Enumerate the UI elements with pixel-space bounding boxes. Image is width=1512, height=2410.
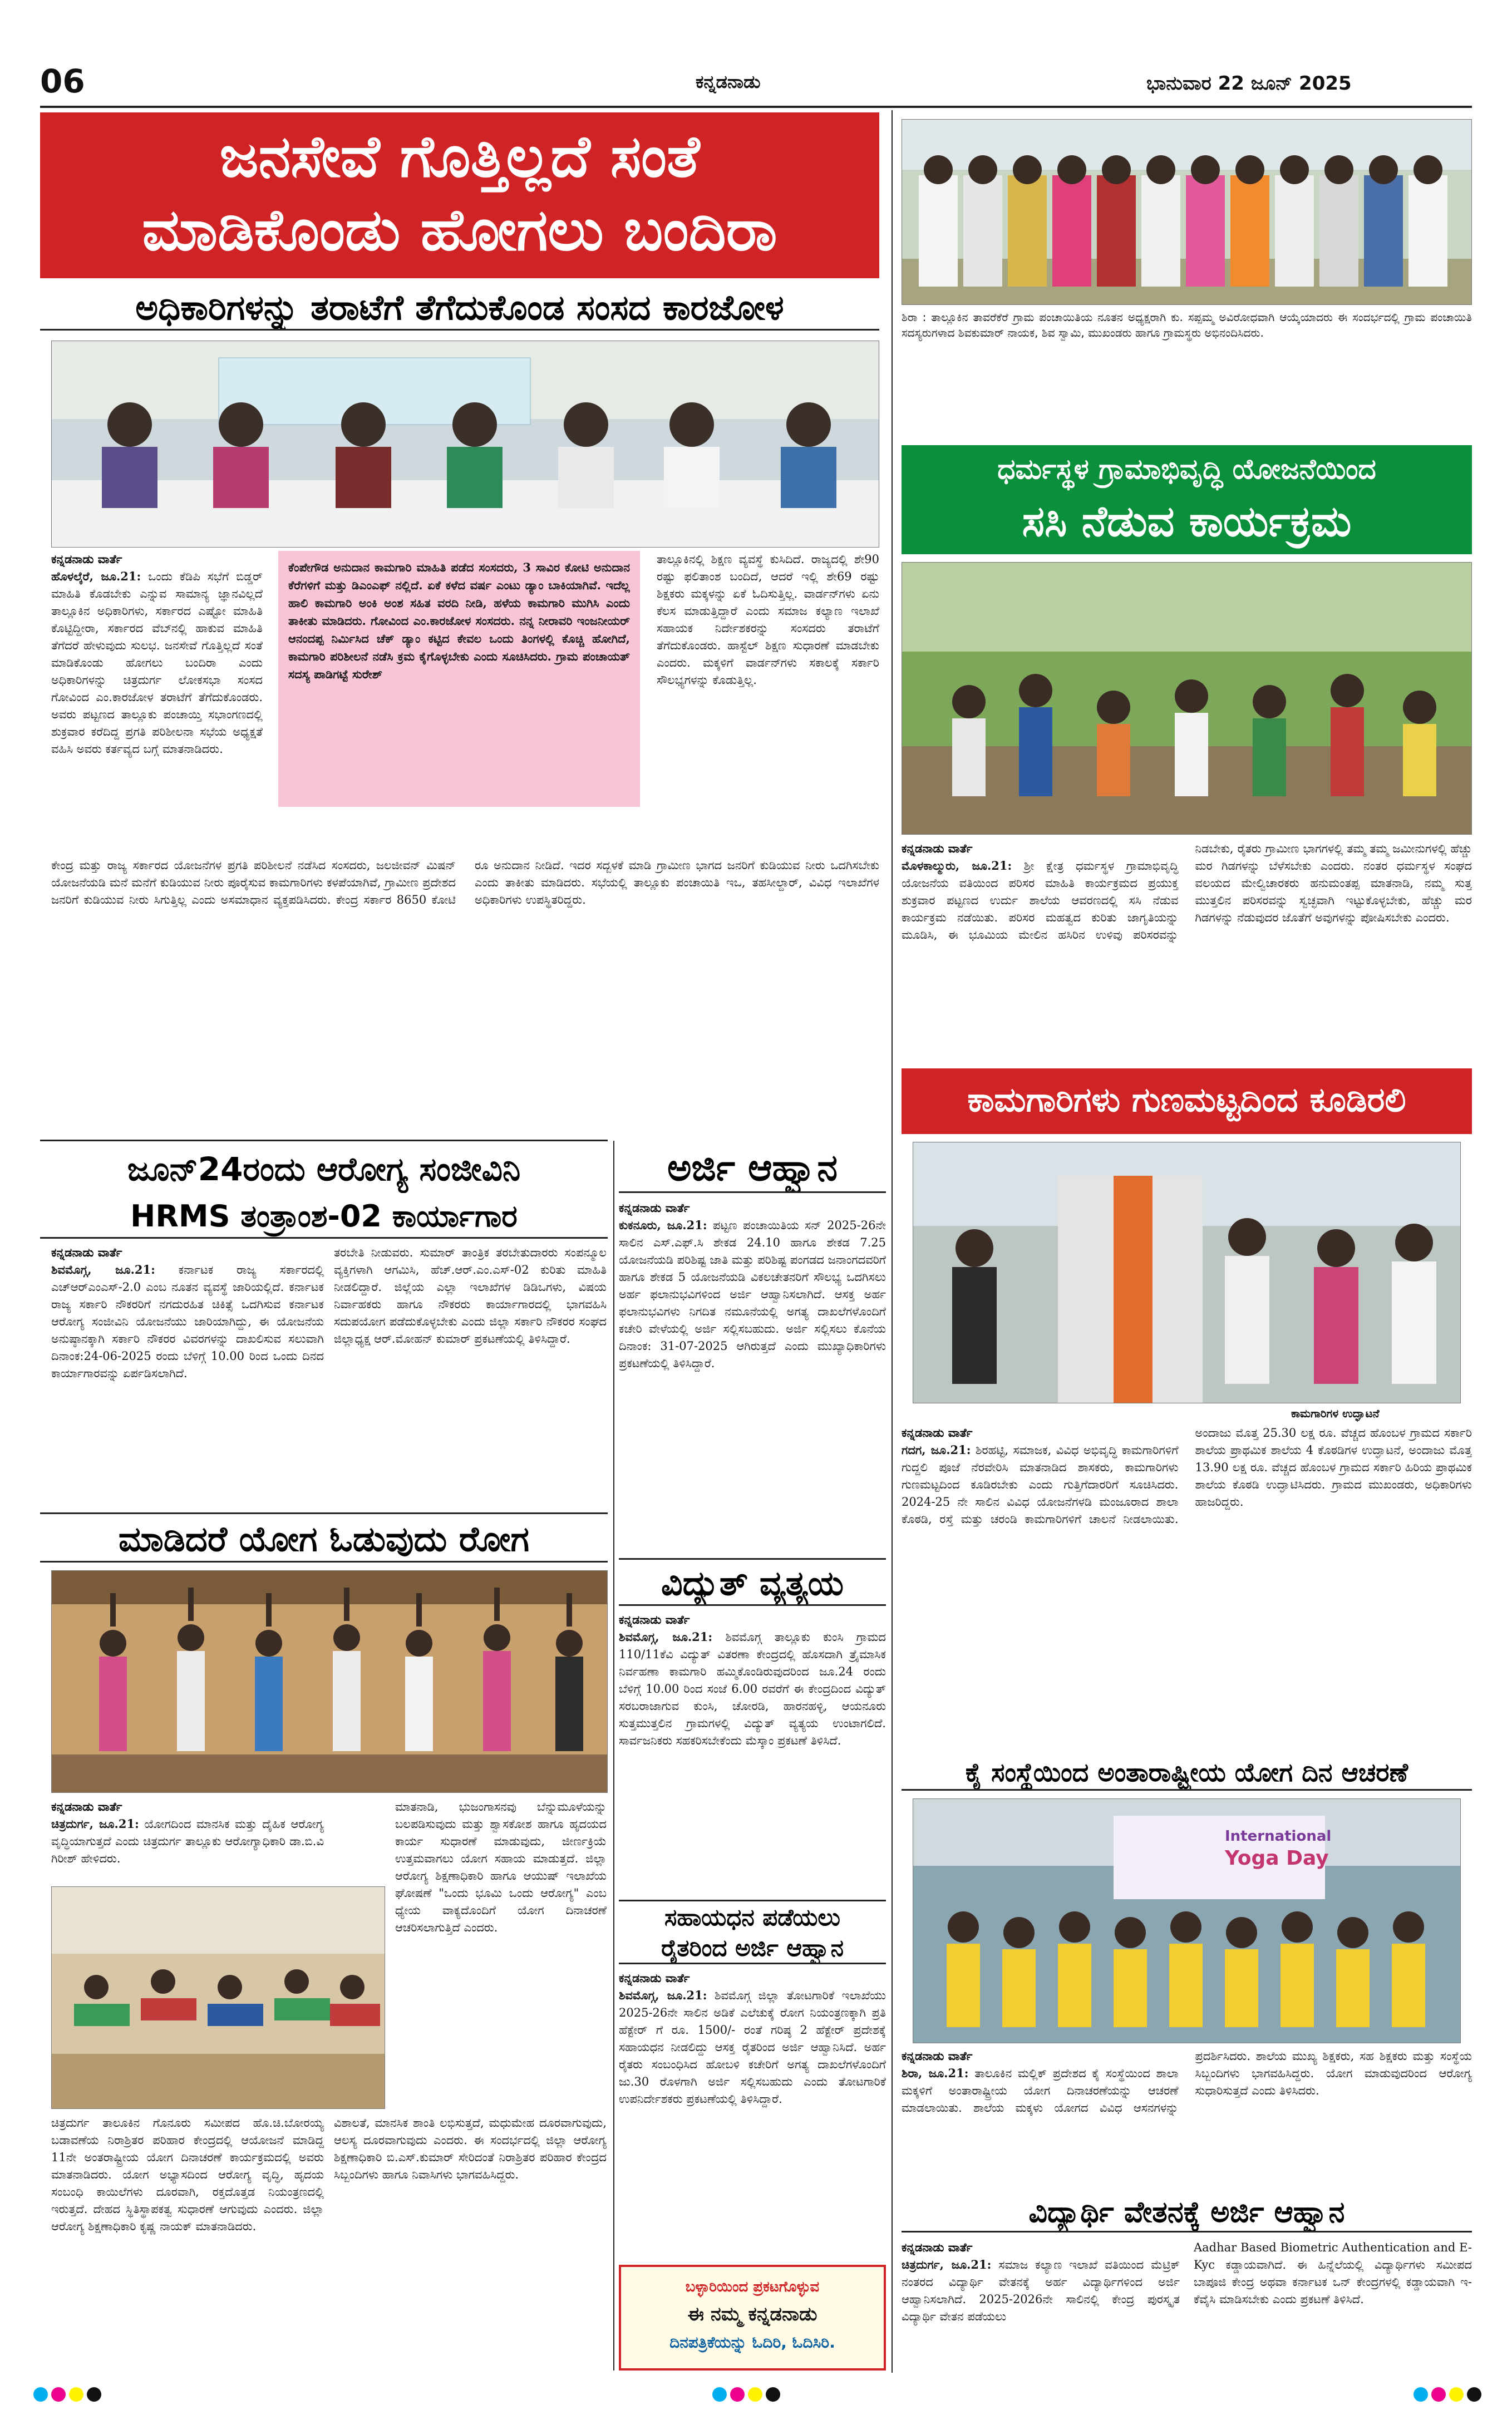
- sahayadhana-body: [619, 1970, 886, 2259]
- kamagari-dateline: ಗದಗ, ಜೂ.21:: [902, 1443, 971, 1457]
- arogya-col1-text: ಕರ್ನಾಟಕ ರಾಜ್ಯ ಸರ್ಕಾರದಲ್ಲಿ ಎಚ್‍ಆರ್‍ಎಂಎಸ್-2.0 ಎಂಬ ನೂತನ ವ್ಯವಸ್ಥೆ ಜಾರಿಯಲ್ಲಿದೆ. ಕರ್ನಾಟಕ ರಾಜ್ಯ ಸರ್ಕಾರಿ ನೌಕರರಿಗೆ ನಗದುರಹಿತ ಚಿಕಿತ್ಸೆ ಒದಗಿಸುವ ಕರ್ನಾಟಕ ಆರೋಗ್ಯ ಸಂಜೀವಿನಿ ಯೋಜನೆಯು ಜಾರಿಯಾಗಿದ್ದು, ಈ ಯೋಜನೆಯ ಅನುಷ್ಠಾನಕ್ಕಾಗಿ ಸರ್ಕಾರಿ ನೌಕರರ ವಿವರಗಳನ್ನು ದಾಖಲಿಸುವ ಸಲುವಾಗಿ ದಿನಾಂಕ:24-06-2025 ರಂದು ಬೆಳಿಗ್ಗೆ 10.00 ರಿಂದ ಒಂದು ದಿನದ ಕಾರ್ಯಾಗಾರವನ್ನು ಏರ್ಪಡಿಸಲಾಗಿದೆ.: [51, 1263, 324, 1380]
- scholarship-body-text: ಸಮಾಜ ಕಲ್ಯಾಣ ಇಲಾಖೆ ವತಿಯಿಂದ ಮೆಟ್ರಿಕ್ ನಂತರದ ವಿದ್ಯಾರ್ಥಿ ವೇತನಕ್ಕೆ ಅರ್ಹ ವಿದ್ಯಾರ್ಥಿಗಳಿಂದ ಅರ್ಜಿ ಆಹ್ವಾನಿಸಲಾಗಿದೆ. 2025-2026ನೇ ಸಾಲಿನಲ್ಲಿ ಕೇಂದ್ರ ಪುರಸ್ಕೃತ ವಿದ್ಯಾರ್ಥಿ ವೇತನ ಪಡೆಯಲು: [902, 2258, 1180, 2323]
- promo-box: [619, 2265, 886, 2370]
- lead-pink-text: ಕೆಂಪೇಗೌಡ ಅನುದಾನ ಕಾಮಗಾರಿ ಮಾಹಿತಿ ಪಡೆದ ಸಂಸದರು, 3 ಸಾವಿರ ಕೋಟಿ ಅನುದಾನ ಕೆರೆಗಳಿಗೆ ಮತ್ತು ಡಿಎಂಎಫ್ ನಲ್ಲಿದೆ. ಏಕೆ ಕಳೆದ ವರ್ಷ ಎಂಟು ಡ್ಯಾಂ ಬಾಕಿಯಾಗಿವೆ. ಇದೆಲ್ಲ ಹಾಲಿ ಕಾಮಗಾರಿ ಅಂಕಿ ಅಂಶ ಸಹಿತ ವರದಿ ನೀಡಿ, ಹಳೆಯ ಕಾಮಗಾರಿ ಮುಗಿಸಿ ಎಂದು ತಾಕೀತು ಮಾಡಿದರು. ಗೋವಿಂದ ಎಂ.ಕಾರಜೋಳ ಸಂಸದರು. ನನ್ನ ನೀರಾವರಿ ಇಂಜನೀಯರ್ ಆನಂದಪ್ಪ ನಿರ್ಮಿಸಿದ ಚೆಕ್ ಡ್ಯಾಂ ಕಟ್ಟಿದ ಕೇವಲ ಒಂದು ತಿಂಗಳಲ್ಲಿ ಕೊಚ್ಚಿ ಹೋಗಿದೆ, ಕಾಮಗಾರಿ ಪರಿಶೀಲನೆ ನಡೆಸಿ ಕ್ರಮ ಕೈಗೊಳ್ಳಬೇಕು ಎಂದು ಸೂಚಿಸಿದರು. ಗ್ರಾಮ ಪಂಚಾಯತ್ ಸದಸ್ಯ ಪಾಡಿಗಟ್ಟೆ ಸುರೇಶ್: [288, 560, 630, 681]
- arji-body: [619, 1200, 886, 1556]
- kamagari-headline: ಕಾಮಗಾರಿಗಳು ಗುಣಮಟ್ಟದಿಂದ ಕೂಡಿರಲಿ: [967, 1081, 1406, 1120]
- yoga-left-byline: ಕನ್ನಡನಾಡು ವಾರ್ತೆ: [51, 1800, 122, 1813]
- middle-divider: [613, 1141, 614, 2370]
- kamagari-photo-caption: ಕಾಮಗಾರಿಗಳ ಉದ್ಘಾಟನೆ: [1291, 1407, 1380, 1420]
- masthead: ಕನ್ನಡನಾಡು: [696, 71, 761, 92]
- kamagari-headline-box: [902, 1068, 1472, 1134]
- kamagari-photo: [913, 1142, 1461, 1403]
- reg-mark-black-3: [1467, 2387, 1481, 2402]
- yoga-left-col2-text: ಮಾತನಾಡಿ, ಭುಜಂಗಾಸನವು ಬೆನ್ನುಮೂಳೆಯನ್ನು ಬಲಪಡಿಸುವುದು ಮತ್ತು ಶ್ವಾಸಕೋಶ ಹಾಗೂ ಹೃದಯದ ಕಾರ್ಯ ಸುಧಾರಣೆ ಮಾಡುವುದು, ಜೀರ್ಣಕ್ರಿಯೆ ಉತ್ತಮವಾಗಲು ಯೋಗ ಸಹಾಯ ಮಾಡುತ್ತದೆ. ಜಿಲ್ಲಾ ಆರೋಗ್ಯ ಶಿಕ್ಷಣಾಧಿಕಾರಿ ಹಾಗೂ ಆಯುಷ್ ಇಲಾಖೆಯ ಘೋಷಣೆ "ಒಂದು ಭೂಮಿ ಒಂದು ಆರೋಗ್ಯ" ಎಂಬ ಧ್ಯೇಯ ವಾಕ್ಯದೊಂದಿಗೆ ಯೋಗ ದಿನಾಚರಣೆ ಆಚರಿಸಲಾಗುತ್ತಿದೆ ಎಂದರು.: [395, 1800, 607, 1934]
- arji-headline: ಅರ್ಜಿ ಆಹ್ವಾನ: [619, 1143, 886, 1193]
- yoga-banner-line1: International: [1225, 1828, 1332, 1845]
- reg-mark-cyan-3: [1414, 2387, 1428, 2402]
- yoga-left-lower: [51, 2115, 324, 2370]
- right-divider: [892, 110, 893, 2373]
- kamagari-byline: ಕನ್ನಡನಾಡು ವಾರ್ತೆ: [902, 1426, 973, 1440]
- arogya-col1: [51, 1244, 324, 1506]
- arogya-col2: [334, 1244, 607, 1506]
- vidyut-body-text: ಶಿವಮೊಗ್ಗ ತಾಲ್ಲೂಕು ಕುಂಸಿ ಗ್ರಾಮದ 110/11ಕೆವಿ ವಿದ್ಯುತ್ ವಿತರಣಾ ಕೇಂದ್ರದಲ್ಲಿ ಹೊಸದಾಗಿ ತ್ರೈಮಾಸಿಕ ನಿರ್ವಹಣಾ ಕಾಮಗಾರಿ ಹಮ್ಮಿಕೊಂಡಿರುವುದರಿಂದ ಜೂ.24 ರಂದು ಬೆಳಿಗ್ಗೆ 10.00 ರಿಂದ ಸಂಜೆ 6.00 ರವರೆಗೆ ಈ ಕೇಂದ್ರದಿಂದ ವಿದ್ಯುತ್ ಸರಬರಾಜಾಗುವ ಕುಂಸಿ, ಚೋರಡಿ, ಹಾರನಹಳ್ಳಿ, ಆಯನೂರು ಸುತ್ತಮುತ್ತಲಿನ ಗ್ರಾಮಗಳಲ್ಲಿ ವಿದ್ಯುತ್ ವ್ಯತ್ಯಯ ಉಂಟಾಗಲಿದೆ. ಸಾರ್ವಜನಿಕರು ಸಹಕರಿಸಬೇಕೆಂದು ಮೆಸ್ಕಾಂ ಪ್ರಕಟಣೆ ತಿಳಿಸಿದೆ.: [619, 1630, 886, 1747]
- yoga-banner-line2: Yoga Day: [1225, 1847, 1329, 1870]
- tree-planting-photo-image: [902, 563, 1472, 835]
- arogya-top-rule: [40, 1140, 608, 1141]
- reg-mark-black: [87, 2387, 101, 2402]
- arji-body-text: ಪಟ್ಟಣ ಪಂಚಾಯಿತಿಯ ಸನ್ 2025-26ನೇ ಸಾಲಿನ ಎಸ್.ಎಫ್.ಸಿ ಶೇಕಡ 24.10 ಹಾಗೂ ಶೇಕಡ 7.25 ಯೋಜನೆಯಡಿ ಪರಿಶಿಷ್ಟ ಜಾತಿ ಮತ್ತು ಪರಿಶಿಷ್ಟ ಪಂಗಡದ ಜನಾಂಗದವರಿಗೆ ಹಾಗೂ ಶೇಕಡ 5 ಯೋಜನೆಯಡಿ ವಿಕಲಚೇತನರಿಗೆ ಸೌಲಭ್ಯ ಒದಗಿಸಲು ಅರ್ಹ ಫಲಾನುಭವಿಗಳಿಂದ ಅರ್ಜಿ ಆಹ್ವಾನಿಸಲಾಗಿದೆ. ಆಸಕ್ತ ಅರ್ಹ ಫಲಾನುಭವಿಗಳು ನಿಗದಿತ ನಮೂನೆಯಲ್ಲಿ ಅಗತ್ಯ ದಾಖಲೆಗಳೊಂದಿಗೆ ಕಚೇರಿ ವೇಳೆಯಲ್ಲಿ ಅರ್ಜಿ ಸಲ್ಲಿಸಬಹುದು. ಅರ್ಜಿ ಸಲ್ಲಿಸಲು ಕೊನೆಯ ದಿನಾಂಕ: 31-07-2025 ಆಗಿರುತ್ತದೆ ಎಂದು ಮುಖ್ಯಾಧಿಕಾರಿಗಳು ಪ್ರಕಟಣೆಯಲ್ಲಿ ತಿಳಿಸಿದ್ದಾರೆ.: [619, 1219, 886, 1370]
- yoga-left-col2: [334, 1798, 607, 2105]
- header-rule: [40, 106, 1472, 108]
- yoga-tree-pose-photo-image: [52, 1571, 608, 1793]
- scholarship-body-right: Aadhar Based Biometric Authentication and E-Kyc ಕಡ್ಡಾಯವಾಗಿದೆ. ಈ ಹಿನ್ನೆಲೆಯಲ್ಲಿ ವಿದ್ಯಾರ್ಥಿಗಳು ಸಮೀಪದ ಬಾಪೂಜಿ ಕೇಂದ್ರ ಅಥವಾ ಕರ್ನಾಟಕ ಒನ್ ಕೇಂದ್ರಗಳಲ್ಲಿ ಕಡ್ಡಾಯವಾಗಿ ಇ-ಕೆವೈಸಿ ಮಾಡಿಸಬೇಕು ಎಂದು ಪ್ರಕಟಣೆ ತಿಳಿಸಿದೆ.: [1194, 2241, 1472, 2306]
- kamagari-body: [902, 1425, 1472, 1753]
- dharmasthala-headline-box: [902, 445, 1472, 554]
- header-date: ಭಾನುವಾರ 22 ಜೂನ್ 2025: [1146, 72, 1352, 95]
- reg-mark-magenta: [51, 2387, 66, 2402]
- scholarship-col1: [902, 2239, 1180, 2373]
- arji-dateline: ಕುಕನೂರು, ಜೂ.21:: [619, 1218, 707, 1232]
- reg-mark-yellow-3: [1449, 2387, 1464, 2402]
- lead-headline-line1: ಜನಸೇವೆ ಗೊತ್ತಿಲ್ಲದೆ ಸಂತೆ: [219, 122, 700, 190]
- group-photo-image: [902, 120, 1472, 305]
- promo-line2: ಈ ನಮ್ಮ ಕನ್ನಡನಾಡು: [687, 2303, 817, 2325]
- kamagari-body-text: ಶಿರಹಟ್ಟಿ, ಸಮಾಜಕ, ವಿವಿಧ ಅಭಿವೃದ್ಧಿ ಕಾಮಗಾರಿಗಳಿಗೆ ಗುದ್ದಲಿ ಪೂಜೆ ನೆರವೇರಿಸಿ ಮಾತನಾಡಿದ ಶಾಸಕರು, ಕಾಮಗಾರಿಗಳು ಗುಣಮಟ್ಟದಿಂದ ಕೂಡಿರಬೇಕು ಎಂದು ಗುತ್ತಿಗೆದಾರರಿಗೆ ಸೂಚಿಸಿದರು. 2024-25 ನೇ ಸಾಲಿನ ವಿವಿಧ ಯೋಜನೆಗಳಡಿ ಮಂಜೂರಾದ ಶಾಲಾ ಕೊಠಡಿ, ರಸ್ತೆ ಮತ್ತು ಚರಂಡಿ ಕಾಮಗಾರಿಗಳಿಗೆ ಚಾಲನೆ ನೀಡಲಾಯಿತು. ಅಂದಾಜು ಮೊತ್ತ 25.30 ಲಕ್ಷ ರೂ. ವೆಚ್ಚದ ಹೊಂಬಳ ಗ್ರಾಮದ ಸರ್ಕಾರಿ ಶಾಲೆಯ ಪ್ರಾಥಮಿಕ ಶಾಲೆಯ 4 ಕೊಠಡಿಗಳ ಉದ್ಘಾಟನೆ, ಅಂದಾಜು ಮೊತ್ತ 13.90 ಲಕ್ಷ ರೂ. ವೆಚ್ಚದ ಹೊಂಬಳ ಗ್ರಾಮದ ಸರ್ಕಾರಿ ಹಿರಿಯ ಪ್ರಾಥಮಿಕ ಶಾಲೆಯ ಕೊಠಡಿ ಉದ್ಘಾಟಿಸಿದರು. ಗ್ರಾಮದ ಮುಖಂಡರು, ಅಧಿಕಾರಿಗಳು ಹಾಜರಿದ್ದರು.: [902, 1426, 1472, 1526]
- arogya-headline-line1: ಜೂನ್24ರಂದು ಆರೋಗ್ಯ ಸಂಜೀವಿನಿ: [127, 1150, 521, 1188]
- sahayadhana-body-text: ಶಿವಮೊಗ್ಗ ಜಿಲ್ಲಾ ತೋಟಗಾರಿಕೆ ಇಲಾಖೆಯು 2025-26ನೇ ಸಾಲಿನ ಅಡಿಕೆ ಎಲೆಚುಕ್ಕೆ ರೋಗ ನಿಯಂತ್ರಣಕ್ಕಾಗಿ ಪ್ರತಿ ಹೆಕ್ಟೇರ್ ಗೆ ರೂ. 1500/- ರಂತೆ ಗರಿಷ್ಠ 2 ಹೆಕ್ಟೇರ್ ಪ್ರದೇಶಕ್ಕೆ ಸಹಾಯಧನ ನೀಡಲಿದ್ದು ಆಸಕ್ತ ರೈತರಿಂದ ಅರ್ಜಿ ಆಹ್ವಾನಿಸಿದೆ. ಅರ್ಹ ರೈತರು ಸಂಬಂಧಿಸಿದ ಹೋಬಳಿ ಕಚೇರಿಗೆ ಅಗತ್ಯ ದಾಖಲೆಗಳೊಂದಿಗೆ ಜು.30 ರೊಳಗಾಗಿ ಅರ್ಜಿ ಸಲ್ಲಿಸಬಹುದು ಎಂದು ತೋಟಗಾರಿಕೆ ಉಪನಿರ್ದೇಶಕರು ಪ್ರಕಟಣೆಯಲ್ಲಿ ತಿಳಿಸಿದ್ದಾರೆ.: [619, 1989, 886, 2106]
- dharmasthala-photo: [902, 562, 1472, 835]
- dharmasthala-body: [902, 840, 1472, 1060]
- arogya-headline-line2: HRMS ತಂತ್ರಾಂಶ-02 ಕಾರ್ಯಾಗಾರ: [40, 1194, 608, 1239]
- school-yoga-photo-image: [913, 1799, 1461, 2043]
- reg-mark-magenta-3: [1431, 2387, 1446, 2402]
- page-number: 06: [40, 62, 85, 100]
- lead-col3: [657, 551, 879, 807]
- dharmasthala-body-text: ಶ್ರೀ ಕ್ಷೇತ್ರ ಧರ್ಮಸ್ಥಳ ಗ್ರಾಮಾಭಿವೃದ್ಧಿ ಯೋಜನೆಯ ವತಿಯಿಂದ ಪರಿಸರ ಮಾಹಿತಿ ಕಾರ್ಯಕ್ರಮದ ಪ್ರಯುಕ್ತ ಶುಕ್ರವಾರ ಪಟ್ಟಣದ ಉರ್ದು ಶಾಲೆಯ ಆವರಣದಲ್ಲಿ ಸಸಿ ನೆಡುವ ಕಾರ್ಯಕ್ರಮ ನಡೆಯಿತು. ಪರಿಸರ ಮಹತ್ವದ ಕುರಿತು ಜಾಗೃತಿಯನ್ನು ಮೂಡಿಸಿ, ಈ ಭೂಮಿಯ ಮೇಲಿನ ಹಸಿರಿನ ಉಳಿವು ಪರಿಸರವನ್ನು ನಿಡಬೇಕು, ರೈತರು ಗ್ರಾಮೀಣ ಭಾಗಗಳಲ್ಲಿ ತಮ್ಮ ತಮ್ಮ ಜಮೀನುಗಳಲ್ಲಿ ಹೆಚ್ಚು ಮರ ಗಿಡಗಳನ್ನು ಬೆಳೆಸಬೇಕು ಎಂದರು. ನಂತರ ಧರ್ಮಸ್ಥಳ ಸಂಘದ ವಲಯದ ಮೇಲ್ವಿಚಾರಕರು ಹನುಮಂತಪ್ಪ ಮಾತನಾಡಿ, ನಮ್ಮ ಸುತ್ತ ಮುತ್ತಲಿನ ಪರಿಸರವನ್ನು ಸ್ವಚ್ಛವಾಗಿ ಇಟ್ಟುಕೊಳ್ಳಬೇಕು, ಹೆಚ್ಚು ಮರ ಗಿಡಗಳನ್ನು ನೆಡುವುದರ ಜೊತೆಗೆ ಅವುಗಳನ್ನು ಪೋಷಿಸಬೇಕು ಎಂದರು.: [902, 842, 1472, 942]
- reg-mark-yellow-2: [748, 2387, 762, 2402]
- yoga-left-lower2-text: ವಿಶಾಲತೆ, ಮಾನಸಿಕ ಶಾಂತಿ ಲಭಿಸುತ್ತದೆ, ಮಧುಮೇಹ ದೂರವಾಗುವುದು, ಆಲಸ್ಯ ದೂರವಾಗುವುದು ಎಂದರು. ಈ ಸಂದರ್ಭದಲ್ಲಿ ಜಿಲ್ಲಾ ಆರೋಗ್ಯ ಶಿಕ್ಷಣಾಧಿಕಾರಿ ಬಿ.ಎಸ್.ಕುಮಾರ್ ಸೇರಿದಂತೆ ನಿರಾಶ್ರಿತರ ಪರಿಹಾರ ಕೇಂದ್ರದ ಸಿಬ್ಬಂದಿಗಳು ಹಾಗೂ ನಿವಾಸಿಗಳು ಭಾಗವಹಿಸಿದ್ದರು.: [334, 2116, 607, 2181]
- arogya-byline: ಕನ್ನಡನಾಡು ವಾರ್ತೆ: [51, 1245, 122, 1259]
- dharmasthala-byline: ಕನ್ನಡನಾಡು ವಾರ್ತೆ: [902, 841, 973, 855]
- reg-mark-cyan: [33, 2387, 48, 2402]
- promo-line1: ಬಳ್ಳಾರಿಯಿಂದ ಪ್ರಕಟಗೊಳ್ಳುವ: [685, 2279, 820, 2295]
- lead-headline-box: [40, 112, 879, 278]
- vidyut-body: [619, 1611, 886, 1895]
- dharmasthala-headline-line1: ಧರ್ಮಸ್ಥಳ ಗ್ರಾಮಾಭಿವೃದ್ಧಿ ಯೋಜನೆಯಿಂದ: [997, 453, 1376, 485]
- vidyut-dateline: ಶಿವಮೊಗ್ಗ, ಜೂ.21:: [619, 1630, 713, 1644]
- lead-headline-line2: ಮಾಡಿಕೊಂಡು ಹೋಗಲು ಬಂದಿರಾ: [142, 196, 777, 264]
- lead-col1: [51, 551, 263, 854]
- yoga-left-headline: ಮಾಡಿದರೆ ಯೋಗ ಓಡುವುದು ರೋಗ: [40, 1512, 608, 1563]
- reg-mark-black-2: [766, 2387, 780, 2402]
- lead-lower-text: ಕೇಂದ್ರ ಮತ್ತು ರಾಜ್ಯ ಸರ್ಕಾರದ ಯೋಜನೆಗಳ ಪ್ರಗತಿ ಪರಿಶೀಲನೆ ನಡೆಸಿದ ಸಂಸದರು, ಜಲಜೀವನ್ ಮಿಷನ್ ಯೋಜನೆಯಡಿ ಮನೆ ಮನೆಗೆ ಕುಡಿಯುವ ನೀರು ಪೂರೈಸುವ ಕಾಮಗಾರಿಗಳು ಕಳಪೆಯಾಗಿವೆ, ಗ್ರಾಮೀಣ ಪ್ರದೇಶದ ಜನರಿಗೆ ಕುಡಿಯುವ ನೀರು ಸಿಗುತ್ತಿಲ್ಲ ಎಂದು ಅಸಮಾಧಾನ ವ್ಯಕ್ತಪಡಿಸಿದರು. ಕೇಂದ್ರ ಸರ್ಕಾರ 8650 ಕೋಟಿ ರೂ ಅನುದಾನ ನೀಡಿದೆ. ಇದರ ಸದ್ಬಳಕೆ ಮಾಡಿ ಗ್ರಾಮೀಣ ಭಾಗದ ಜನರಿಗೆ ಕುಡಿಯುವ ನೀರು ಒದಗಿಸಬೇಕು ಎಂದು ತಾಕೀತು ಮಾಡಿದರು. ಸಭೆಯಲ್ಲಿ ತಾಲ್ಲೂಕು ಪಂಚಾಯಿತಿ ಇಒ, ತಹಸೀಲ್ದಾರ್, ವಿವಿಧ ಇಲಾಖೆಗಳ ಅಧಿಕಾರಿಗಳು ಉಪಸ್ಥಿತರಿದ್ದರು.: [51, 859, 879, 906]
- yoga-right-dateline: ಶಿರಾ, ಜೂ.21:: [902, 2066, 969, 2080]
- sahayadhana-dateline: ಶಿವಮೊಗ್ಗ, ಜೂ.21:: [619, 1988, 707, 2002]
- inauguration-photo-image: [913, 1142, 1461, 1403]
- sahayadhana-headline-line1: ಸಹಾಯಧನ ಪಡೆಯಲು: [619, 1900, 886, 1932]
- reg-mark-magenta-2: [730, 2387, 745, 2402]
- yoga-left-lower-text: ಚಿತ್ರದುರ್ಗ ತಾಲೂಕಿನ ಗೊನೂರು ಸಮೀಪದ ಹೊ.ಚಿ.ಬೋರಯ್ಯ ಬಡಾವಣೆಯ ನಿರಾಶ್ರಿತರ ಪರಿಹಾರ ಕೇಂದ್ರದಲ್ಲಿ ಆಯೋಜನೆ ಮಾಡಿದ್ದ 11ನೇ ಅಂತರಾಷ್ಟ್ರೀಯ ಯೋಗ ದಿನಾಚರಣೆ ಕಾರ್ಯಕ್ರಮದಲ್ಲಿ ಅವರು ಮಾತನಾಡಿದರು. ಯೋಗ ಅಭ್ಯಾಸದಿಂದ ಆರೋಗ್ಯ ವೃದ್ಧಿ, ಹೃದಯ ಸಂಬಂಧಿ ಕಾಯಿಲೆಗಳು ದೂರವಾಗಿ, ರಕ್ತದೊತ್ತಡ ನಿಯಂತ್ರಣದಲ್ಲಿ ಇರುತ್ತದೆ. ದೇಹದ ಸ್ಥಿತಿಸ್ಥಾಪಕತ್ವ ಸುಧಾರಣೆ ಆಗುವುದು ಎಂದರು. ಜಿಲ್ಲಾ ಆರೋಗ್ಯ ಶಿಕ್ಷಣಾಧಿಕಾರಿ ಕೃಷ್ಣ ನಾಯಕ್ ಮಾತನಾಡಿದರು.: [51, 2116, 324, 2233]
- scholarship-dateline: ಚಿತ್ರದುರ್ಗ, ಜೂ.21:: [902, 2258, 992, 2271]
- lead-col3-text: ತಾಲ್ಲೂಕಿನಲ್ಲಿ ಶಿಕ್ಷಣ ವ್ಯವಸ್ಥೆ ಕುಸಿದಿದೆ. ರಾಜ್ಯದಲ್ಲಿ ಶೇ90 ರಷ್ಟು ಫಲಿತಾಂಶ ಬಂದಿದೆ, ಆದರೆ ಇಲ್ಲಿ ಶೇ69 ರಷ್ಟು ಶಿಕ್ಷಕರು ಮಕ್ಕಳನ್ನು ಏಕೆ ಓದಿಸುತ್ತಿಲ್ಲ. ವಾರ್ಡನ್‍ಗಳು ಏನು ಕೆಲಸ ಮಾಡುತ್ತಿದ್ದಾರೆ ಎಂದು ಸಮಾಜ ಕಲ್ಯಾಣ ಇಲಾಖೆ ಸಹಾಯಕ ನಿರ್ದೇಶಕರನ್ನು ಸಂಸದರು ತರಾಟೆಗೆ ತೆಗೆದುಕೊಂಡರು. ಹಾಸ್ಟೆಲ್ ಶಿಕ್ಷಣ ಸುಧಾರಣೆ ಮಾಡಬೇಕು ಎಂದರು. ಮಕ್ಕಳಿಗೆ ವಾರ್ಡನ್‍ಗಳು ಸಕಾಲಕ್ಕೆ ಸರ್ಕಾರಿ ಸೌಲಭ್ಯಗಳನ್ನು ಕೊಡುತ್ತಿಲ್ಲ.: [657, 553, 879, 687]
- yoga-right-photo: [913, 1798, 1461, 2043]
- arji-byline: ಕನ್ನಡನಾಡು ವಾರ್ತೆ: [619, 1201, 690, 1215]
- promo-line3: ದಿನಪತ್ರಿಕೆಯನ್ನು ಓದಿರಿ, ಓದಿಸಿರಿ.: [669, 2333, 835, 2352]
- lead-byline: ಕನ್ನಡನಾಡು ವಾರ್ತೆ: [51, 552, 122, 566]
- arogya-col2-text: ತರಬೇತಿ ನೀಡುವರು. ಸುಮಾರ್ ತಾಂತ್ರಿಕ ತರಬೇತುದಾರರು ಸಂಪನ್ಮೂಲ ವ್ಯಕ್ತಿಗಳಾಗಿ ಆಗಮಿಸಿ, ಹೆಚ್.ಆರ್.ಎಂ.ಎಸ್-02 ಕುರಿತು ಮಾಹಿತಿ ನೀಡಲಿದ್ದಾರೆ. ಜಿಲ್ಲೆಯ ಎಲ್ಲಾ ಇಲಾಖೆಗಳ ಡಿಡಿಒಗಳು, ವಿಷಯ ನಿರ್ವಾಹಕರು ಹಾಗೂ ನೌಕರರು ಕಾರ್ಯಾಗಾರದಲ್ಲಿ ಭಾಗವಹಿಸಿ ಸದುಪಯೋಗ ಪಡೆದುಕೊಳ್ಳಬೇಕು ಎಂದು ಜಿಲ್ಲಾ ಸರ್ಕಾರಿ ನೌಕರರ ಸಂಘದ ಜಿಲ್ಲಾಧ್ಯಕ್ಷ ಆರ್.ಮೋಹನ್ ಕುಮಾರ್ ಪ್ರಕಟಣೆಯಲ್ಲಿ ತಿಳಿಸಿದ್ದಾರೆ.: [334, 1246, 607, 1346]
- yoga-right-body: [902, 2048, 1472, 2187]
- right-group-photo: [902, 119, 1472, 305]
- reg-mark-cyan-2: [712, 2387, 727, 2402]
- arogya-dateline: ಶಿವಮೊಗ್ಗ, ಜೂ.21:: [51, 1263, 155, 1277]
- lead-dateline: ಹೊಳಲ್ಕೆರೆ, ಜೂ.21:: [51, 569, 141, 583]
- yoga-left-col1-text: ಯೋಗದಿಂದ ಮಾನಸಿಕ ಮತ್ತು ದೈಹಿಕ ಆರೋಗ್ಯ ವೃದ್ಧಿಯಾಗುತ್ತದೆ ಎಂದು ಚಿತ್ರದುರ್ಗ ತಾಲ್ಲೂಕು ಆರೋಗ್ಯಾಧಿಕಾರಿ ಡಾ.ಬಿ.ವಿ ಗಿರೀಶ್ ಹೇಳಿದರು.: [51, 1817, 324, 1865]
- right-group-caption: ಶಿರಾ : ತಾಲ್ಲೂಕಿನ ತಾವರೆಕೆರೆ ಗ್ರಾಮ ಪಂಚಾಯಿತಿಯ ನೂತನ ಅಧ್ಯಕ್ಷರಾಗಿ ಕು. ಸಪ್ಪಮ್ಮ ಅವಿರೋಧವಾಗಿ ಆಯ್ಕೆಯಾದರು ಈ ಸಂದರ್ಭದಲ್ಲಿ ಗ್ರಾಮ ಪಂಚಾಯಿತಿ ಸದಸ್ಯರುಗಳಾದ ಶಿವಕುಮಾರ್ ನಾಯಕ, ಶಿವ ಸ್ವಾಮಿ, ಮುಖಂಡರು ಹಾಗೂ ಗ್ರಾಮಸ್ಥರು ಅಭಿನಂದಿಸಿದರು.: [902, 311, 1472, 339]
- yoga-left-photo: [51, 1570, 608, 1793]
- scholarship-col2: [1194, 2239, 1472, 2373]
- lead-subhead: ಅಧಿಕಾರಿಗಳನ್ನು ತರಾಟೆಗೆ ತೆಗೆದುಕೊಂಡ ಸಂಸದ ಕಾರಜೋಳ: [40, 285, 879, 331]
- vidyut-byline: ಕನ್ನಡನಾಡು ವಾರ್ತೆ: [619, 1613, 690, 1627]
- vidyut-headline: ವಿದ್ಯುತ್ ವ್ಯತ್ಯಯ: [619, 1558, 886, 1606]
- yoga-left-col1: [51, 1798, 324, 1882]
- meeting-photo-image: [52, 341, 879, 548]
- scholarship-byline: ಕನ್ನಡನಾಡು ವಾರ್ತೆ: [902, 2240, 973, 2254]
- lead-col1-text: ಒಂದು ಕೆಡಿಪಿ ಸಭೆಗೆ ಬಿಡ್ಡರ್ ಮಾಹಿತಿ ಕೊಡಬೇಕು ಎನ್ನುವ ಸಾಮಾನ್ಯ ಜ್ಞಾನವಿಲ್ಲದೆ ತಾಲ್ಲೂಕಿನ ಅಧಿಕಾರಿಗಳು, ಸರ್ಕಾರದ ಎಷ್ಟೋ ಮಾಹಿತಿ ಕೊಟ್ಟಿದ್ದೀರಾ, ಸರ್ಕಾರದ ವೆಬ್‍ನಲ್ಲಿ ಹಾಕುವ ಮಾಹಿತಿ ತೆಗೆದರೆ ಹೇಳುವುದು ಸುಲಭ. ಜನಸೇವೆ ಗೊತ್ತಿಲ್ಲದೆ ಸಂತೆ ಮಾಡಿಕೊಂಡು ಹೋಗಲು ಬಂದಿರಾ ಎಂದು ಅಧಿಕಾರಿಗಳನ್ನು ಚಿತ್ರದುರ್ಗ ಲೋಕಸಭಾ ಸಂಸದ ಗೋವಿಂದ ಎಂ.ಕಾರಜೋಳ ತರಾಟೆಗೆ ತೆಗೆದುಕೊಂಡರು. ಅವರು ಪಟ್ಟಣದ ತಾಲ್ಲೂಕು ಪಂಚಾಯ್ತಿ ಸಭಾಂಗಣದಲ್ಲಿ ಶುಕ್ರವಾರ ಕರೆದಿದ್ದ ಪ್ರಗತಿ ಪರಿಶೀಲನಾ ಸಭೆಯ ಅಧ್ಯಕ್ಷತೆ ವಹಿಸಿ ಅವರು ಕರ್ತವ್ಯದ ಬಗ್ಗೆ ಮಾತನಾಡಿದರು.: [51, 570, 263, 756]
- reg-mark-yellow: [69, 2387, 83, 2402]
- sahayadhana-byline: ಕನ್ನಡನಾಡು ವಾರ್ತೆ: [619, 1971, 690, 1985]
- yoga-right-byline: ಕನ್ನಡನಾಡು ವಾರ್ತೆ: [902, 2049, 973, 2063]
- lead-pink-box: [278, 551, 640, 807]
- sahayadhana-headline-line2: ರೈತರಿಂದ ಅರ್ಜಿ ಆಹ್ವಾನ: [619, 1932, 886, 1964]
- scholarship-headline: ವಿದ್ಯಾರ್ಥಿ ವೇತನಕ್ಕೆ ಅರ್ಜಿ ಆಹ್ವಾನ: [902, 2192, 1472, 2232]
- lead-photo: [51, 341, 879, 548]
- yoga-left-lower2: [334, 2115, 607, 2370]
- dharmasthala-dateline: ಮೊಳಕಾಲ್ಮುರು, ಜೂ.21:: [902, 859, 1012, 873]
- dharmasthala-headline-line2: ಸಸಿ ನೆಡುವ ಕಾರ್ಯಕ್ರಮ: [1022, 496, 1352, 546]
- lead-lower: [51, 857, 879, 1135]
- yoga-right-body-text: ತಾಲೂಕಿನ ಮಲ್ಲಿಕ್ ಪ್ರದೇಶದ ಕೈ ಸಂಸ್ಥೆಯಿಂದ ಶಾಲಾ ಮಕ್ಕಳಿಗೆ ಅಂತಾರಾಷ್ಟ್ರೀಯ ಯೋಗ ದಿನಾಚರಣೆಯನ್ನು ಆಚರಣೆ ಮಾಡಲಾಯಿತು. ಶಾಲೆಯ ಮಕ್ಕಳು ಯೋಗದ ವಿವಿಧ ಆಸನಗಳನ್ನು ಪ್ರದರ್ಶಿಸಿದರು. ಶಾಲೆಯ ಮುಖ್ಯ ಶಿಕ್ಷಕರು, ಸಹ ಶಿಕ್ಷಕರು ಮತ್ತು ಸಂಸ್ಥೆಯ ಸಿಬ್ಬಂದಿಗಳು ಭಾಗವಹಿಸಿದ್ದರು. ಯೋಗ ಮಾಡುವುದರಿಂದ ಆರೋಗ್ಯ ಸುಧಾರಿಸುತ್ತದೆ ಎಂದು ತಿಳಿಸಿದರು.: [902, 2049, 1472, 2115]
- yoga-left-dateline: ಚಿತ್ರದುರ್ಗ, ಜೂ.21:: [51, 1817, 139, 1831]
- yoga-right-headline: ಕೈ ಸಂಸ್ಥೆಯಿಂದ ಅಂತಾರಾಷ್ಟ್ರೀಯ ಯೋಗ ದಿನ ಆಚರಣೆ: [902, 1754, 1472, 1791]
